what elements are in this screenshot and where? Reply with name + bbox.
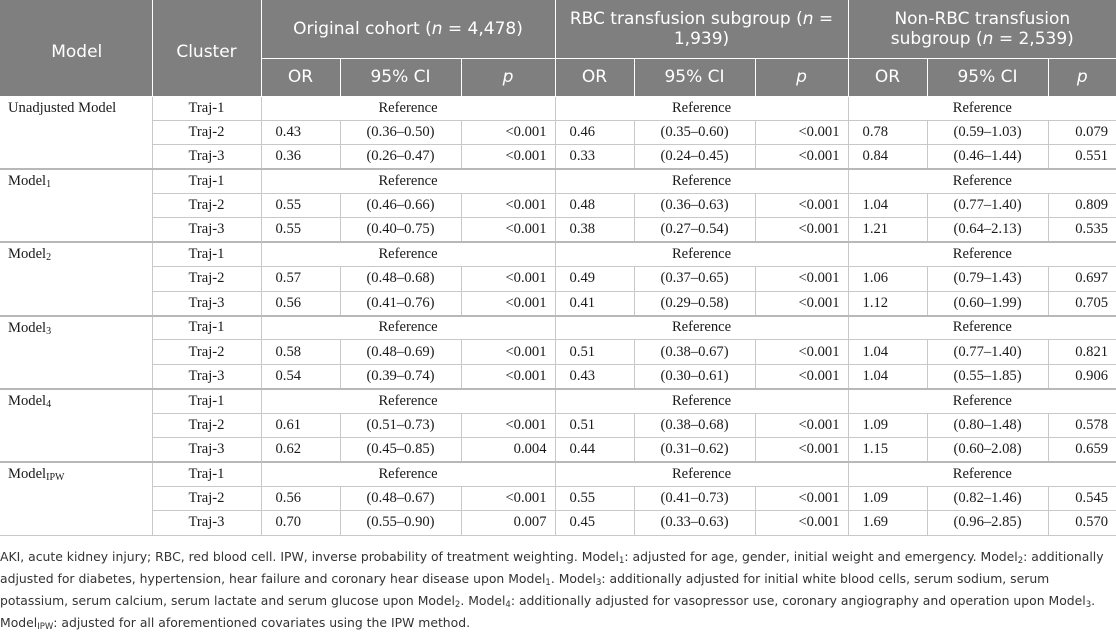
reference-cell: Reference: [848, 462, 1116, 486]
header-ci: 95% CI: [340, 58, 461, 96]
ci-cell: (0.77–1.40): [927, 340, 1048, 364]
or-cell: 0.44: [555, 437, 634, 461]
table-row: [0, 340, 1116, 364]
or-cell: 0.61: [261, 413, 340, 437]
ci-cell: (0.55–1.85): [927, 364, 1048, 388]
or-cell: 0.33: [555, 145, 634, 169]
or-cell: 1.12: [848, 291, 927, 315]
table-footnote: AKI, acute kidney injury; RBC, red blood cell. IPW, inverse probability of treatment weighting. Model$_1$: adjusted for age, gender, initial weight and emergency. Model$_2$: additionally adjusted for diabetes, hypertension, hear failure and coronary hear disease upon Model$_1$. Model$_3$: additionally adjusted for initial white blood cells, serum sodium, serum potassium, serum calcium, serum lactate and serum glucose upon Model$_2$. Model$_4$: additionally adjusted for vasopressor use, coronary angiography and operation upon Model$_3$. Model$_{IPW}$: adjusted for all aforementioned covariates using the IPW method.: [0, 549, 1104, 632]
table-row: [0, 218, 1116, 242]
ci-cell: (0.41–0.73): [634, 486, 755, 510]
ci-cell: (0.46–0.66): [340, 194, 461, 218]
p-value-cell: <0.001: [755, 511, 848, 535]
or-cell: 1.09: [848, 486, 927, 510]
or-cell: 1.21: [848, 218, 927, 242]
p-value-cell: <0.001: [461, 486, 555, 510]
cluster-cell: Traj-3: [152, 511, 261, 535]
p-value-cell: <0.001: [755, 364, 848, 388]
or-cell: 0.36: [261, 145, 340, 169]
p-value-cell: 0.705: [1048, 291, 1116, 315]
cluster-cell: Traj-2: [152, 413, 261, 437]
p-value-cell: 0.659: [1048, 437, 1116, 461]
or-cell: 0.51: [555, 413, 634, 437]
p-value-cell: <0.001: [755, 145, 848, 169]
p-value-cell: <0.001: [461, 194, 555, 218]
cluster-cell: Traj-3: [152, 218, 261, 242]
reference-cell: Reference: [555, 316, 848, 340]
ci-cell: (0.26–0.47): [340, 145, 461, 169]
header-p: p: [461, 58, 555, 96]
or-cell: 1.69: [848, 511, 927, 535]
cluster-cell: Traj-1: [152, 389, 261, 413]
or-cell: 0.57: [261, 267, 340, 291]
or-cell: 1.09: [848, 413, 927, 437]
or-cell: 1.04: [848, 194, 927, 218]
p-value-cell: <0.001: [755, 413, 848, 437]
cluster-cell: Traj-2: [152, 340, 261, 364]
table-row: [0, 511, 1116, 535]
cluster-cell: Traj-2: [152, 486, 261, 510]
or-cell: 0.51: [555, 340, 634, 364]
p-value-cell: 0.578: [1048, 413, 1116, 437]
or-cell: 0.38: [555, 218, 634, 242]
or-cell: 0.62: [261, 437, 340, 461]
header-or: OR: [261, 58, 340, 96]
ci-cell: (0.38–0.67): [634, 340, 755, 364]
table-row: [0, 145, 1116, 169]
table-body: [0, 96, 1116, 535]
table-row: [0, 462, 1116, 486]
table-row: [0, 291, 1116, 315]
ci-cell: (0.46–1.44): [927, 145, 1048, 169]
or-cell: 0.41: [555, 291, 634, 315]
ci-cell: (0.27–0.54): [634, 218, 755, 242]
ci-cell: (0.80–1.48): [927, 413, 1048, 437]
p-value-cell: 0.535: [1048, 218, 1116, 242]
header-p: p: [755, 58, 848, 96]
p-value-cell: <0.001: [461, 145, 555, 169]
ci-cell: (0.51–0.73): [340, 413, 461, 437]
ci-cell: (0.60–2.08): [927, 437, 1048, 461]
p-value-cell: 0.007: [461, 511, 555, 535]
or-cell: 0.78: [848, 120, 927, 144]
ci-cell: (0.29–0.58): [634, 291, 755, 315]
table-row: [0, 267, 1116, 291]
ci-cell: (0.38–0.68): [634, 413, 755, 437]
header-ci: 95% CI: [927, 58, 1048, 96]
or-cell: 0.54: [261, 364, 340, 388]
header-or: OR: [848, 58, 927, 96]
header-ci: 95% CI: [634, 58, 755, 96]
p-value-cell: 0.545: [1048, 486, 1116, 510]
cluster-cell: Traj-2: [152, 120, 261, 144]
cluster-cell: Traj-3: [152, 291, 261, 315]
cluster-cell: Traj-1: [152, 169, 261, 193]
table-row: [0, 486, 1116, 510]
p-value-cell: <0.001: [755, 486, 848, 510]
p-value-cell: <0.001: [461, 267, 555, 291]
table-row: [0, 364, 1116, 388]
reference-cell: Reference: [261, 242, 555, 266]
reference-cell: Reference: [261, 316, 555, 340]
or-cell: 0.55: [261, 218, 340, 242]
p-value-cell: <0.001: [461, 364, 555, 388]
or-cell: 0.43: [555, 364, 634, 388]
p-value-cell: <0.001: [461, 413, 555, 437]
reference-cell: Reference: [848, 96, 1116, 120]
p-value-cell: 0.906: [1048, 364, 1116, 388]
p-value-cell: <0.001: [461, 291, 555, 315]
model-name: Unadjusted Model: [0, 96, 152, 169]
ci-cell: (0.48–0.69): [340, 340, 461, 364]
reference-cell: Reference: [261, 462, 555, 486]
or-cell: 0.56: [261, 486, 340, 510]
model-name: Model$_4$: [0, 389, 152, 462]
ci-cell: (0.60–1.99): [927, 291, 1048, 315]
or-cell: 0.56: [261, 291, 340, 315]
model-name: Model$_1$: [0, 169, 152, 242]
reference-cell: Reference: [555, 389, 848, 413]
p-value-cell: <0.001: [755, 218, 848, 242]
ci-cell: (0.77–1.40): [927, 194, 1048, 218]
p-value-cell: <0.001: [755, 437, 848, 461]
ci-cell: (0.96–2.85): [927, 511, 1048, 535]
ci-cell: (0.79–1.43): [927, 267, 1048, 291]
header-p: p: [1048, 58, 1116, 96]
ci-cell: (0.82–1.46): [927, 486, 1048, 510]
table-row: [0, 96, 1116, 120]
cluster-cell: Traj-3: [152, 364, 261, 388]
ci-cell: (0.59–1.03): [927, 120, 1048, 144]
reference-cell: Reference: [555, 242, 848, 266]
header-rbc-subgroup: RBC transfusion subgroup (n = 1,939): [555, 0, 848, 58]
table-row: [0, 169, 1116, 193]
cluster-cell: Traj-3: [152, 437, 261, 461]
header-cluster: Cluster: [152, 0, 261, 96]
p-value-cell: <0.001: [755, 120, 848, 144]
or-cell: 1.04: [848, 340, 927, 364]
or-cell: 0.84: [848, 145, 927, 169]
table-row: [0, 194, 1116, 218]
header-original-cohort: Original cohort (n = 4,478): [261, 0, 555, 58]
reference-cell: Reference: [261, 389, 555, 413]
p-value-cell: 0.809: [1048, 194, 1116, 218]
p-value-cell: 0.570: [1048, 511, 1116, 535]
p-value-cell: 0.697: [1048, 267, 1116, 291]
model-name: Model$_3$: [0, 316, 152, 389]
or-cell: 0.55: [555, 486, 634, 510]
p-value-cell: 0.079: [1048, 120, 1116, 144]
table-row: [0, 413, 1116, 437]
table-row: [0, 316, 1116, 340]
or-cell: 0.70: [261, 511, 340, 535]
p-value-cell: <0.001: [461, 218, 555, 242]
model-name: Model$_{IPW}$: [0, 462, 152, 535]
model-name: Model$_2$: [0, 242, 152, 315]
cluster-cell: Traj-1: [152, 242, 261, 266]
cluster-cell: Traj-1: [152, 462, 261, 486]
reference-cell: Reference: [848, 316, 1116, 340]
p-value-cell: <0.001: [461, 120, 555, 144]
header-nonrbc-subgroup: Non-RBC transfusion subgroup (n = 2,539): [848, 0, 1116, 58]
ci-cell: (0.40–0.75): [340, 218, 461, 242]
or-cell: 0.46: [555, 120, 634, 144]
table-row: [0, 242, 1116, 266]
reference-cell: Reference: [848, 389, 1116, 413]
or-cell: 1.04: [848, 364, 927, 388]
or-cell: 0.49: [555, 267, 634, 291]
ci-cell: (0.64–2.13): [927, 218, 1048, 242]
reference-cell: Reference: [555, 96, 848, 120]
reference-cell: Reference: [261, 169, 555, 193]
table-row: [0, 120, 1116, 144]
or-cell: 0.43: [261, 120, 340, 144]
or-cell: 1.06: [848, 267, 927, 291]
cluster-cell: Traj-2: [152, 194, 261, 218]
ci-cell: (0.39–0.74): [340, 364, 461, 388]
ci-cell: (0.45–0.85): [340, 437, 461, 461]
table-row: [0, 389, 1116, 413]
table-row: [0, 437, 1116, 461]
cluster-cell: Traj-1: [152, 316, 261, 340]
ci-cell: (0.36–0.63): [634, 194, 755, 218]
p-value-cell: <0.001: [755, 194, 848, 218]
p-value-cell: <0.001: [461, 340, 555, 364]
reference-cell: Reference: [555, 462, 848, 486]
cluster-cell: Traj-2: [152, 267, 261, 291]
p-value-cell: 0.821: [1048, 340, 1116, 364]
or-cell: 0.58: [261, 340, 340, 364]
reference-cell: Reference: [848, 242, 1116, 266]
or-cell: 0.45: [555, 511, 634, 535]
ci-cell: (0.31–0.62): [634, 437, 755, 461]
header-model: Model: [0, 0, 152, 96]
ci-cell: (0.41–0.76): [340, 291, 461, 315]
ci-cell: (0.30–0.61): [634, 364, 755, 388]
reference-cell: Reference: [261, 96, 555, 120]
reference-cell: Reference: [848, 169, 1116, 193]
or-cell: 0.48: [555, 194, 634, 218]
ci-cell: (0.37–0.65): [634, 267, 755, 291]
ci-cell: (0.35–0.60): [634, 120, 755, 144]
header-or: OR: [555, 58, 634, 96]
ci-cell: (0.48–0.67): [340, 486, 461, 510]
or-cell: 1.15: [848, 437, 927, 461]
reference-cell: Reference: [555, 169, 848, 193]
or-cell: 0.55: [261, 194, 340, 218]
p-value-cell: 0.004: [461, 437, 555, 461]
ci-cell: (0.36–0.50): [340, 120, 461, 144]
p-value-cell: <0.001: [755, 267, 848, 291]
ci-cell: (0.24–0.45): [634, 145, 755, 169]
ci-cell: (0.33–0.63): [634, 511, 755, 535]
ci-cell: (0.55–0.90): [340, 511, 461, 535]
cluster-cell: Traj-3: [152, 145, 261, 169]
p-value-cell: <0.001: [755, 291, 848, 315]
p-value-cell: <0.001: [755, 340, 848, 364]
cluster-cell: Traj-1: [152, 96, 261, 120]
p-value-cell: 0.551: [1048, 145, 1116, 169]
ci-cell: (0.48–0.68): [340, 267, 461, 291]
